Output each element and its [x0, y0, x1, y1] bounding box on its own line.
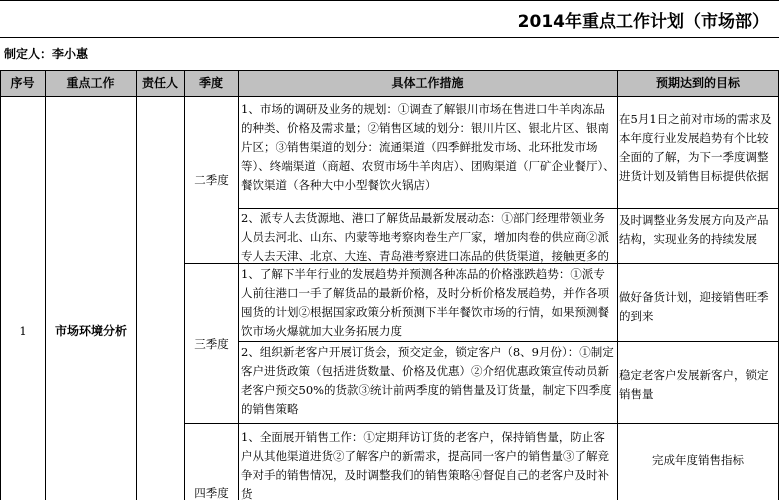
goal-q3-1: 做好备货计划，迎接销售旺季的到来 [619, 290, 769, 323]
header-owner: 责任人 [141, 76, 178, 90]
measure-q3-1: 1、了解下半年行业的发展趋势并预测各种冻品的价格涨跌趋势：①派专人前往港口一手了解货品的最新价格，及时分析价格发展趋势，并作各项囤货的计划②根据国家政策分析预测下半年餐饮市场的行情，如果预测餐饮市场火爆就加大业务拓展力度 [241, 267, 609, 338]
col-line-5 [617, 70, 618, 500]
row-owner [137, 322, 184, 342]
quarter-label-q2: 二季度 [194, 173, 229, 187]
table-top-border [0, 70, 779, 71]
measure-q3-2: 2、组织新老客户开展订货会，预交定金，锁定客户（8、9月份）：①制定客户进货政策（包括进货数量、价格及优惠）②介绍优惠政策宣传动员新老客户预交50%的货款③统计前两季度的销售量及订货量，制定下四季度的销售策略 [241, 345, 614, 416]
q3-item-divider [238, 341, 779, 342]
measure-q2-2: 2、派专人去货源地、港口了解货品最新发展动态：①部门经理带领业务人员去河北、山东、内蒙等地考察肉卷生产厂家，增加肉卷的供应商②派专人去天津、北京、大连、青岛港考察进口冻品的供货渠道，接触更多的 [241, 211, 609, 263]
measure-q4-1: 1、全面展开销售工作：①定期拜访订货的老客户，保持销售量，防止客户从其他渠道进货②了解客户的新需求，提高同一客户的销售量③了解竞争对手的销售情况，及时调整我们的销售策略④督促自己的老客户及时补货 [241, 430, 609, 500]
header-index: 序号 [10, 76, 35, 90]
measure-q2-1: 1、市场的调研及业务的规划：①调查了解银川市场在售进口牛羊肉冻品的种类、价格及需求量；②销售区域的划分：银川片区、银北片区、银南片区；③销售渠道的划分：流通渠道（四季鲜批发市场、北环批发市场等）、终端渠道（商超、农贸市场牛羊肉店）、团购渠道（厂矿企业餐厅）、餐饮渠道（各种大中小型餐饮火锅店） [241, 102, 615, 192]
header-focus: 重点工作 [66, 76, 115, 90]
row-index: 1 [19, 324, 27, 338]
goal-q4-1: 完成年度销售指标 [652, 453, 744, 467]
goal-q2-2: 及时调整业务发展方向及产品结构，实现业务的持续发展 [619, 213, 769, 246]
quarter-label-q3: 三季度 [194, 337, 229, 351]
col-line-1 [45, 70, 46, 500]
q2-q3-divider [184, 263, 779, 264]
col-line-2 [136, 70, 137, 500]
page-title: 2014年重点工作计划（市场部） [517, 12, 769, 32]
quarter-label-q4: 四季度 [194, 486, 229, 500]
col-line-3 [184, 70, 185, 500]
header-quarter: 季度 [198, 76, 223, 90]
col-line-4 [238, 70, 239, 500]
col-line-0 [0, 70, 1, 500]
maker-label: 制定人：李小惠 [4, 47, 89, 61]
goal-q2-1: 在5月1日之前对市场的需求及本年度行业发展趋势有个比较全面的了解，为下一季度调整进货计划及销售目标提供依据 [619, 112, 772, 183]
header-measure: 具体工作措施 [391, 76, 464, 90]
q2-item-divider [617, 208, 779, 209]
row-focus: 市场环境分析 [54, 324, 127, 338]
q3-q4-divider [184, 423, 779, 424]
goal-q3-2: 稳定老客户发展新客户，锁定销售量 [619, 368, 769, 401]
header-bottom-border [0, 96, 779, 97]
title-bar [0, 0, 779, 38]
header-goal: 预期达到的目标 [655, 76, 740, 90]
table-header [0, 70, 779, 96]
